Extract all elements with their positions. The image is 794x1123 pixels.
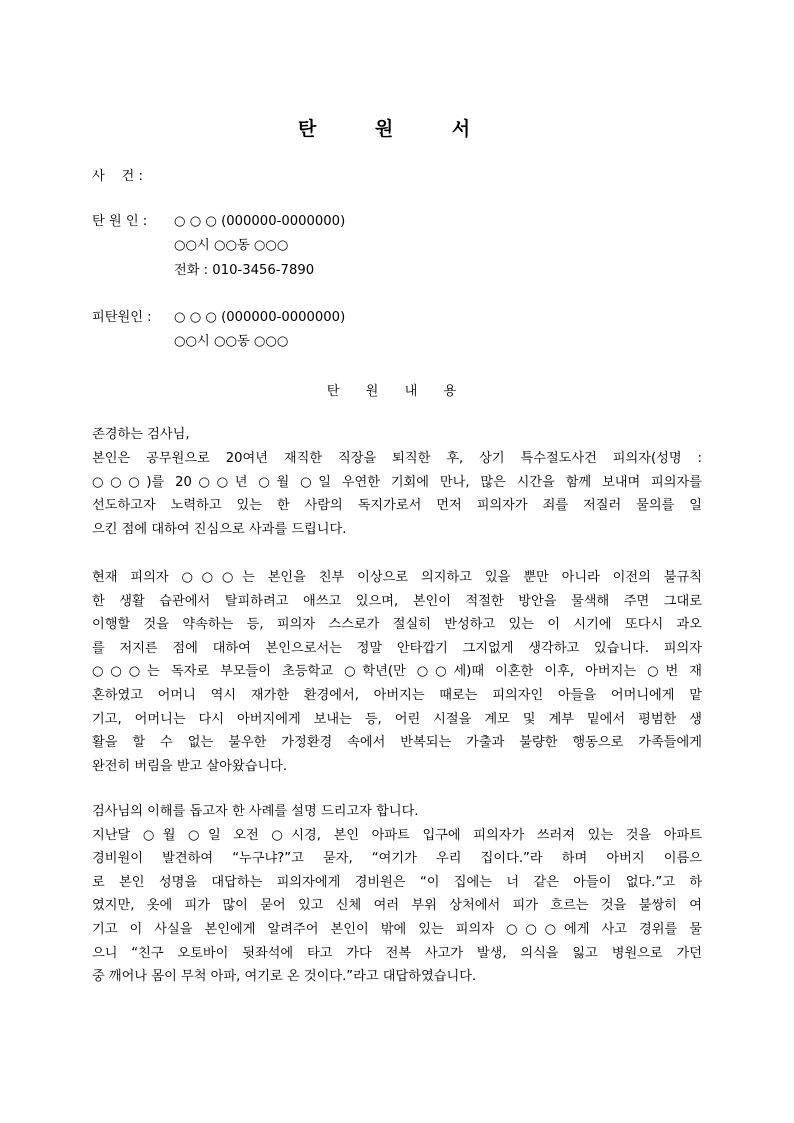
respondent-name-id: ○ ○ ○ (000000-0000000): [174, 310, 346, 325]
paragraph-3-line: 기고 이 사실을 본인에게 알려주어 본인이 밖에 있는 피의자 ○○○에게 사고 경위를 물: [92, 921, 702, 937]
paragraph-3: [92, 800, 702, 989]
paragraph-2-line: 를 저지른 점에 대하여 본인으로서는 정말 안타깝기 그지없게 생각하고 있습니다. 피의자: [92, 640, 702, 656]
petitioner-phone: 전화 : 010-3456-7890: [174, 263, 315, 278]
paragraph-2-line: ○○○는 독자로 부모들이 초등학교 ○학년(만 ○○세)때 이혼한 이후, 아버지는 ○번 재: [92, 664, 702, 680]
content-heading: 탄 원 내 용: [326, 384, 468, 399]
paragraph-2-line: 혼하였고 어머니 역시 재가한 환경에서, 아버지는 때로는 피의자인 아들을 어머니에게 맡: [92, 687, 702, 703]
petitioner-label: 탄 원 인 :: [92, 214, 148, 229]
paragraph-3-line: 으니 “친구 오토바이 뒷좌석에 타고 가다 전복 사고가 발생, 의식을 잃고 병원으로 가던: [92, 945, 702, 961]
paragraph-3-line: 경비원이 발견하여 “누구냐?”고 묻자, “여기가 우리 집이다.”라 하며 아버지 이름으: [92, 851, 702, 867]
document-title: 탄 원 서: [297, 118, 497, 140]
paragraph-1-line: 본인은 공무원으로 20여년 재직한 직장을 퇴직한 후, 상기 특수절도사건 피의자(성명 :: [92, 451, 702, 466]
paragraph-1-line: ○○○)를 20○○년 ○월 ○일 우연한 기회에 만나, 많은 시간을 함께 보내며 피의자를: [92, 474, 702, 490]
paragraph-3-line: 지난달 ○월 ○일 오전 ○시경, 본인 아파트 입구에 피의자가 쓰러져 있는 것을 아파트: [92, 827, 702, 843]
paragraph-3-line: 중 깨어나 몸이 무척 아파, 여기로 온 것이다.”라고 대답하였습니다.: [92, 969, 477, 985]
paragraph-2-line: 활을 할 수 없는 불우한 가정환경 속에서 반복되는 가출과 불량한 행동으로 가족들에게: [92, 735, 702, 751]
petitioner-name-id: ○ ○ ○ (000000-0000000): [174, 214, 346, 229]
respondent-address: ○○시 ○○동 ○○○: [174, 334, 289, 349]
case-label: 사 건 :: [92, 169, 143, 184]
paragraph-2: [92, 566, 702, 778]
paragraph-3-line: 검사님의 이해를 돕고자 한 사례를 설명 드리고자 합니다.: [92, 804, 419, 819]
respondent-label: 피탄원인 :: [92, 310, 152, 325]
paragraph-3-line: 였지만, 옷에 피가 많이 묻어 있고 신체 여러 부위 상처에서 피가 흐르는 것을 불쌍히 여: [92, 898, 702, 914]
paragraph-3-line: 로 본인 성명을 대답하는 피의자에게 경비원은 “이 집에는 너 같은 아들이 없다.”고 하: [92, 874, 702, 890]
paragraph-2-line: 현재 피의자 ○○○는 본인을 친부 이상으로 의지하고 있을 뿐만 아니라 이전의 불규칙: [92, 570, 702, 585]
paragraph-1: [92, 447, 702, 541]
greeting: 존경하는 검사님,: [92, 427, 190, 442]
paragraph-1-line: 선도하고자 노력하고 있는 한 사람의 독지가로서 먼저 피의자가 죄를 저질러 물의를 일: [92, 498, 702, 514]
petitioner-address: ○○시 ○○동 ○○○: [174, 238, 289, 253]
paragraph-2-line: 완전히 버림을 받고 살아왔습니다.: [92, 758, 288, 774]
paragraph-2-line: 이행할 것을 약속하는 등, 피의자 스스로가 절실히 반성하고 있는 이 시기에 또다시 과오: [92, 617, 702, 633]
paragraph-1-line: 으킨 점에 대하여 진심으로 사과를 드립니다.: [92, 521, 347, 537]
paragraph-2-line: 기고, 어머니는 다시 아버지에게 보내는 등, 어린 시절을 계모 및 계부 밑에서 평범한 생: [92, 711, 702, 727]
paragraph-2-line: 한 생활 습관에서 탈피하려고 애쓰고 있으며, 본인이 적절한 방안을 물색해 주면 그대로: [92, 593, 702, 609]
